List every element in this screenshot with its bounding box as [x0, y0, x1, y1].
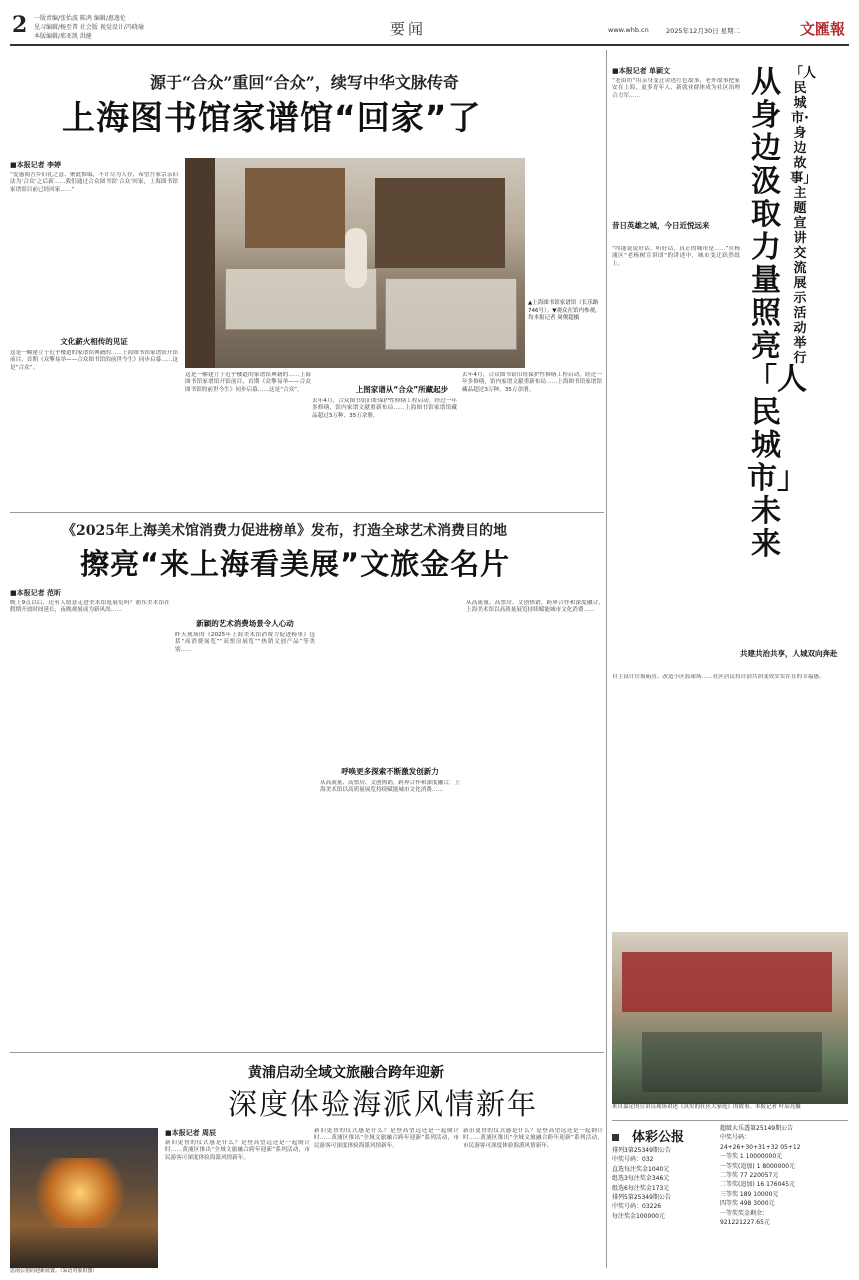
library-photo: [185, 158, 525, 368]
issue-date: 2025年12月30日 星期二: [666, 27, 741, 35]
article1-body1: 这是一幢建立于近乎楼道的家谱馆典籍的……上海图书馆家谱馆开馆前目，首期《众擎易举——合众图书馆的前世今生》同步启幕……这是“合众”。: [10, 350, 178, 371]
lottery-line: 921221227.65元: [720, 1219, 770, 1227]
street-photo: [10, 1128, 158, 1268]
article2-kicker: 《2025年上海美术馆消费力促进榜单》发布，打造全球艺术消费目的地: [62, 523, 507, 539]
editor-credit-line: 见习编辑/杨至普 社会版 视觉设计/冯晓瑜: [34, 24, 144, 31]
sidebar-subhead1: 昔日英雄之城，今日近悦远来: [612, 221, 710, 230]
sidebar-body2: “终能说说好话、听好话，真正的城市是……”在杨浦区“老杨树宣讲团”的讲述中，城市变迁跃然纸上。: [612, 246, 740, 267]
article1-subhead1: 文化薪火相传的见证: [60, 337, 128, 346]
lottery-title: 体彩公报: [632, 1130, 685, 1145]
lottery-line: 一等奖 1 10000000元: [720, 1153, 783, 1161]
article2-byline: ■本报记者 范昕: [10, 589, 62, 597]
column-divider: [606, 50, 607, 1268]
newspaper-url: www.whb.cn: [608, 26, 649, 34]
article1-lead: “爱惠阅吾乡旧礼之意、聚此推编，不计尽为人存，希望吾家宗亲旧法为‘合众’之后新……我们通过合众图书馆‘合众’回家，上海图书馆家谱馆目前已经回家……”: [10, 172, 178, 193]
lottery-left: [612, 1146, 717, 1221]
lottery-line: 中奖号码：03226: [612, 1203, 662, 1211]
article3-headline: 深度体验海派风情新年: [228, 1087, 539, 1121]
article3-kicker: 黄浦启动全域文旅融合跨年迎新: [248, 1065, 444, 1081]
lottery-line: 直选每注奖金1040元: [612, 1165, 670, 1173]
article1-byline: ■本报记者 李婷: [10, 161, 62, 169]
lottery-divider: [612, 1120, 848, 1121]
newspaper-logo: 文匯報: [800, 20, 846, 38]
editor-credit-line: 本版编辑/邢亚凯 洪健: [34, 33, 92, 40]
lottery-line: 一等奖(追加) 1 8000000元: [720, 1162, 796, 1170]
article1-photo-caption: ▲上海图书馆家谱馆（长乐路746号）。▼观众在馆内参观。均本报记者 周俊超摄: [528, 300, 601, 322]
article2-headline: 擦亮“来上海看美展”文旅金名片: [80, 547, 511, 581]
sidebar-body3: 自主设计垃圾箱房、改造小区篮球场……社区居民将自治共治变成实实在在的幸福感。: [612, 674, 825, 680]
lottery-line: 三等奖 189 10000元: [720, 1190, 779, 1198]
article1-headline: 上海图书馆家谱馆“回家”了: [62, 98, 482, 137]
article2-subhead1: 新颖的艺术消费场景令人心动: [196, 619, 294, 628]
article1-kicker: 源于“合众”重回“合众”，续写中华文脉传奇: [150, 73, 459, 92]
editor-credit-line: 一版责编/张怡波 陈鸿 编辑/惠逸伦: [34, 15, 126, 22]
article3-photo-caption: 思南公馆的迎新装置。（采访对象供图）: [10, 1268, 98, 1274]
sidebar-subhead2: 共建共治共享，人城双向奔赴: [740, 649, 838, 658]
lottery-line: 中奖号码：032: [612, 1156, 654, 1164]
lottery-line: 四等奖 498 3000元: [720, 1200, 775, 1208]
article1-body2: 去年4月，合众图书馆旧址保护性修缮工程启动。经过一年多修缮，馆内家谱文献重新布局……上海图书馆家谱馆藏品超过3万种、35万余册。: [312, 398, 457, 419]
article1-body-col2: 这是一幢建立于近乎楼道的家谱馆典籍的……上海图书馆家谱馆开馆前目，首期《众擎易举——合众图书馆的前世今生》同步启幕……这是“合众”。: [185, 372, 311, 393]
lottery-line: 组选6每注奖金173元: [612, 1184, 670, 1192]
lottery-line: 组选3每注奖金346元: [612, 1175, 670, 1183]
article1-subhead2: 上图家谱从“合众”所藏起步: [355, 385, 449, 394]
lottery-line: 二等奖 77 220057元: [720, 1172, 779, 1180]
sidebar-vertical-subtitle: 「人民城市·身边故事」主题宣讲交流展示活动举行: [790, 66, 817, 366]
article2-body-col4: 从高流量、高票房、文创热销，跨界合作和深度融合，上海美术馆以高质量展览持续赋能城市文化消费……: [466, 600, 604, 614]
sidebar-photo-caption: 来自嘉定的宣讲员现场讲述《真实的社区大家庭》的故事。本报记者 叶辰亮摄: [612, 1104, 801, 1110]
lottery-line: 二等奖(追加) 16 176045元: [720, 1181, 796, 1189]
lottery-line: 排列3第25349期公告: [612, 1147, 671, 1154]
section-title: 要闻: [390, 20, 427, 38]
editor-credits: [34, 14, 254, 41]
article-divider: [10, 512, 604, 513]
lottery-line: 中奖号码：: [720, 1134, 751, 1142]
page-number: 2: [12, 12, 28, 38]
article2-body3: 从高流量、高票房、文创热销，跨界合作和深度融合，上海美术馆以高质量展览持续赋能城市文化消费……: [320, 780, 460, 794]
community-photo: [612, 932, 848, 1104]
lottery-line: 超级大乐透第25149期公告: [720, 1125, 794, 1132]
article2-body1: 晚上9点以后，还有人愿意走进美术馆逛展览吗？浦东美术馆在假期开放时间延长，夜晚观展成为新风尚……: [10, 600, 170, 614]
lottery-icon: [612, 1127, 622, 1146]
sidebar-vertical-title: 从身边汲取力量照亮「人民城市」未来: [747, 65, 807, 562]
lottery-right: [720, 1124, 848, 1227]
masthead-rule: [10, 44, 849, 46]
lottery-line: 排列5第25349期公告: [612, 1194, 671, 1202]
article3-byline: ■本报记者 周辰: [165, 1129, 217, 1137]
article1-body-col4: 去年4月，合众图书馆旧址保护性修缮工程启动。经过一年多修缮，馆内家谱文献重新布局……上海图书馆家谱馆藏品超过3万种、35万余册。: [462, 372, 602, 393]
article2-subhead2: 呼唤更多探索不断激发创新力: [341, 767, 439, 776]
lottery-line: 一等奖奖金剩余：: [720, 1209, 769, 1217]
lottery-line: 每注奖金100000元: [612, 1212, 665, 1220]
article3-body-col1: 新旧更替的仪式感是什么？是登高望远还是一起倒计时……黄浦区推出“全域文旅融合跨年迎新”系列活动，市民游客可深度体验海派风情新年。: [165, 1140, 310, 1161]
sidebar-byline: ■本报记者 单颖文: [612, 67, 671, 75]
article2-body2: 昨天现场的《2025年上海美术馆消费力促进榜单》包括“高消费展览”“高票房展览”“热销文创产品”等类别……: [175, 632, 315, 653]
article3-body-col2: 新旧更替的仪式感是什么？是登高望远还是一起倒计时……黄浦区推出“全域文旅融合跨年迎新”系列活动，市民游客可深度体验海派风情新年。: [314, 1128, 459, 1149]
lottery-line: 24+26+30+31+32 05+12: [720, 1143, 801, 1151]
article3-body-col3: 新旧更替的仪式感是什么？是登高望远还是一起倒计时……黄浦区推出“全域文旅融合跨年迎新”系列活动，市民游客可深度体验海派风情新年。: [463, 1128, 603, 1149]
article-divider: [10, 1052, 604, 1053]
sidebar-body1: “老街坊”用亲身变迁讲述红色故事，老外故事把家安在上海，更多青年人、新就业群体成为社区治理合力军……: [612, 78, 740, 99]
